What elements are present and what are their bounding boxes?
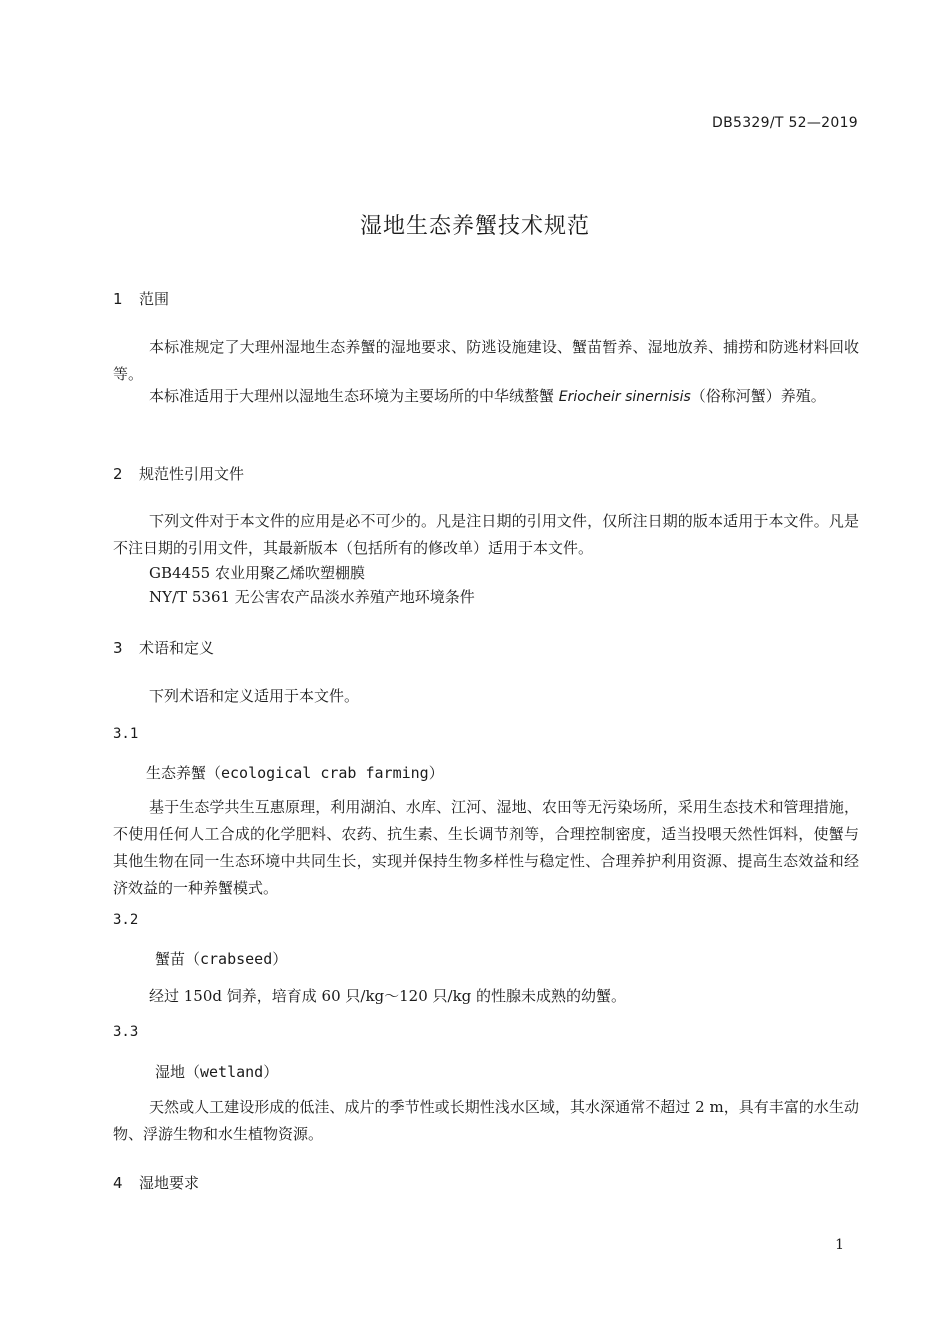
section-2-heading	[113, 463, 244, 484]
section-2-number: 2	[113, 465, 123, 483]
page-number: 1	[835, 1237, 844, 1253]
clause-number: 3.2	[113, 912, 139, 928]
term-title: 湿地（wetland）	[155, 1063, 279, 1081]
reference-item: GB4455 农业用聚乙烯吹塑棚膜	[149, 564, 365, 582]
section-3-heading	[113, 637, 214, 658]
section-1-title: 范围	[139, 290, 170, 308]
clause-number: 3.3	[113, 1024, 139, 1040]
standard-code: DB5329/T 52—2019	[712, 115, 858, 131]
section-2-title: 规范性引用文件	[139, 465, 245, 483]
section-4-heading	[113, 1172, 199, 1193]
section-3-title: 术语和定义	[139, 639, 215, 657]
term-title: 生态养蟹（ecological crab farming）	[146, 764, 444, 782]
term-title: 蟹苗（crabseed）	[155, 950, 288, 968]
section-1-heading	[113, 288, 169, 309]
clause-number: 3.1	[113, 726, 139, 742]
section-4-number: 4	[113, 1174, 123, 1192]
document-title: 湿地生态养蟹技术规范	[359, 214, 590, 239]
section-1-paragraph-2	[113, 383, 859, 411]
section-3-paragraph: 下列术语和定义适用于本文件。	[149, 687, 360, 705]
section-1-number: 1	[113, 290, 123, 308]
section-1-paragraph-1: 本标准规定了大理州湿地生态养蟹的湿地要求、防逃设施建设、蟹苗暂养、湿地放养、捕捞和防逃材料回收等。	[113, 338, 859, 383]
term-definition: 天然或人工建设形成的低洼、成片的季节性或长期性浅水区域，其水深通常不超过 2 m，具有丰富的水生动物、浮游生物和水生植物资源。	[113, 1098, 859, 1143]
section-4-title: 湿地要求	[139, 1174, 200, 1192]
section-3-number: 3	[113, 639, 123, 657]
section-1-paragraph-2-tail: （俗称河蟹）养殖。	[690, 387, 826, 405]
term-definition: 经过 150d 饲养，培育成 60 只/kg～120 只/kg 的性腺未成熟的幼蟹。	[149, 987, 627, 1005]
section-1-paragraph-2-text: 本标准适用于大理州以湿地生态环境为主要场所的中华绒螯蟹	[149, 387, 559, 405]
term-definition: 基于生态学共生互惠原理，利用湖泊、水库、江河、湿地、农田等无污染场所，采用生态技术和管理措施，不使用任何人工合成的化学肥料、农药、抗生素、生长调节剂等，合理控制密度，适当投喂天然性饵料，使蟹与其他生物在同一生态环境中共同生长，实现并保持生物多样性与稳定性、合理养护利用资源、提高生态效益和经济效益的一种养蟹模式。	[113, 798, 859, 897]
section-2-paragraph: 下列文件对于本文件的应用是必不可少的。凡是注日期的引用文件，仅所注日期的版本适用于本文件。凡是不注日期的引用文件，其最新版本（包括所有的修改单）适用于本文件。	[113, 512, 859, 557]
reference-item: NY/T 5361 无公害农产品淡水养殖产地环境条件	[149, 588, 475, 606]
species-latin-name: Eriocheir sinernisis	[558, 389, 691, 405]
